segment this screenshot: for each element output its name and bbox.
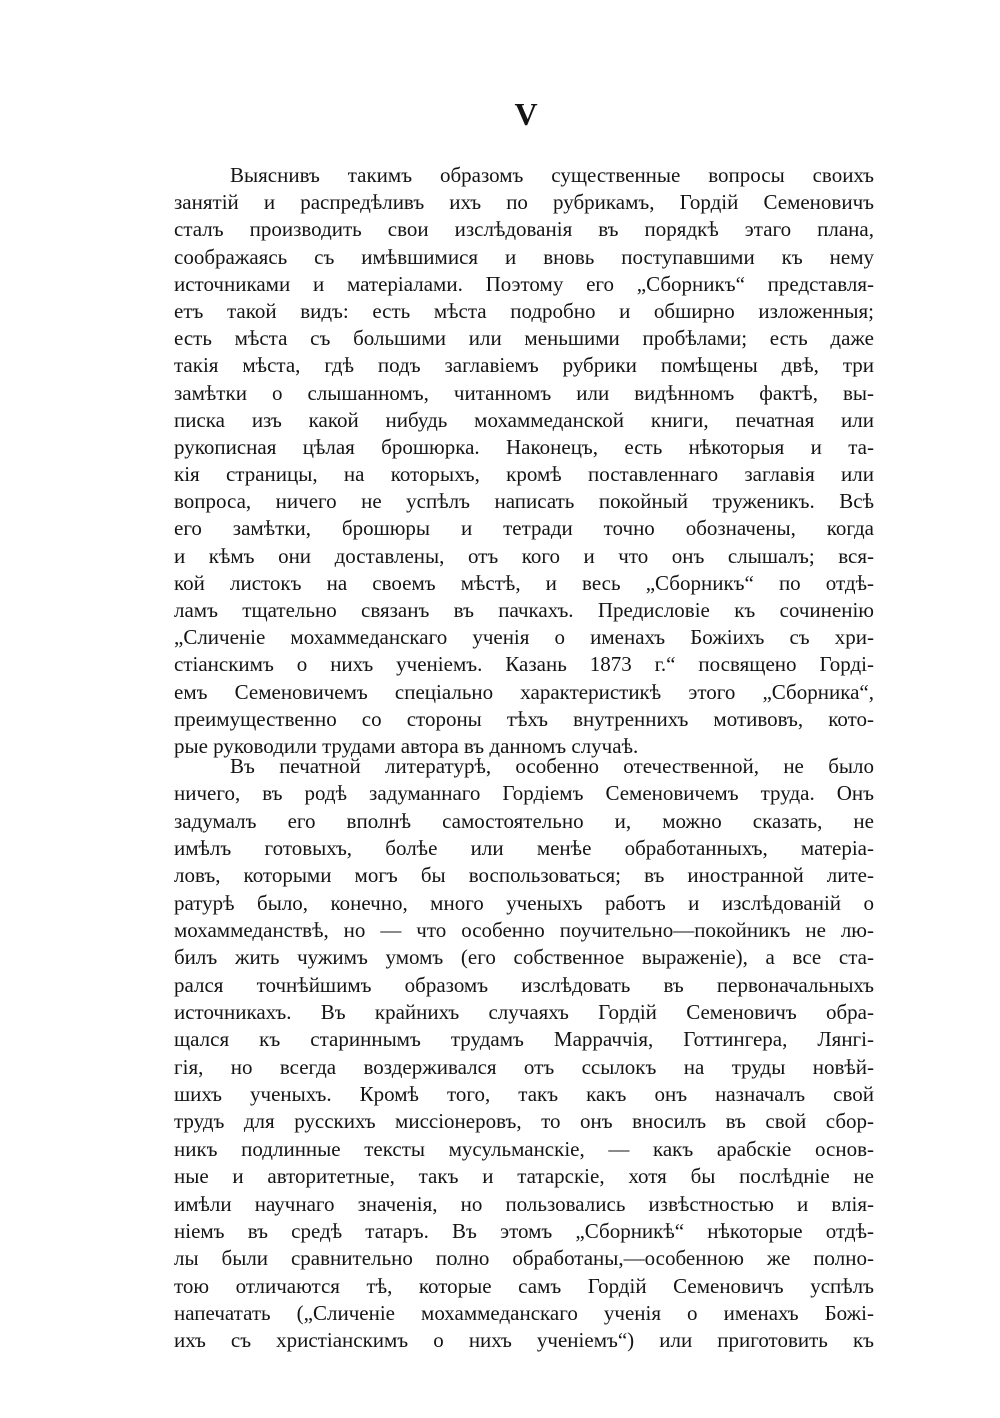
text-line: напечатать („Сличеніе мохаммеданскаго ученія о именахъ Божі- [174,1300,874,1325]
text-line: ніемъ въ средѣ татаръ. Въ этомъ „Сборникѣ“ нѣкоторые отдѣ- [174,1218,874,1243]
text-line: ные и авторитетные, такъ и татарскіе, хотя бы послѣдніе не [174,1164,874,1189]
text-line: шихъ ученыхъ. Кромѣ того, такъ какъ онъ назначалъ свой [174,1082,874,1107]
text-line: ничего, въ родѣ задуманнаго Гордіемъ Семеновичемъ труда. Онъ [174,781,874,806]
text-line: есть мѣста съ большими или меньшими пробѣлами; есть даже [174,326,874,351]
text-line: Выяснивъ такимъ образомъ существенные вопросы своихъ [230,163,874,187]
text-line: источниками и матеріалами. Поэтому его „Сборникъ“ представля- [174,271,874,296]
text-line: сталъ производить свои изслѣдованія въ порядкѣ этаго плана, [174,217,874,242]
text-line: задумалъ его вполнѣ самостоятельно и, можно сказать, не [174,808,874,833]
text-line: ловъ, которыми могъ бы воспользоваться; въ иностранной лите- [174,863,874,888]
text-line: писка изъ какой нибудь мохаммеданской книги, печатная или [174,407,874,432]
text-line: емъ Семеновичемъ спеціально характеристикѣ этого „Сборника“, [174,679,874,704]
text-line: рые руководили трудами автора въ данномъ случаѣ. [174,733,639,758]
text-line: мохаммеданствѣ, но — что особенно поучительно—покойникъ не лю- [174,918,874,943]
text-line: ратурѣ было, конечно, много ученыхъ работъ и изслѣдованій о [174,890,874,915]
text-line: преимущественно со стороны тѣхъ внутреннихъ мотивовъ, кото- [174,706,874,731]
text-line: никъ подлинные тексты мусульманскіе, — какъ арабскіе основ- [174,1136,874,1161]
text-line: рался точнѣйшимъ образомъ изслѣдовать въ первоначальныхъ [174,972,874,997]
text-line: кія страницы, на которыхъ, кромѣ поставленнаго заглавія или [174,462,874,487]
page-number: V [514,96,538,132]
text-line: и кѣмъ они доставлены, отъ кого и что онъ слышалъ; вся- [174,543,874,568]
text-line: его замѣтки, брошюры и тетради точно обозначены, когда [174,516,874,541]
text-line: билъ жить чужимъ умомъ (его собственное выраженіе), а все ста- [174,945,874,970]
text-line: ламъ тщательно связанъ въ пачкахъ. Предисловіе къ сочиненію [174,598,874,622]
text-line: Въ печатной литературѣ, особенно отечественной, не было [230,754,874,778]
text-line: тою отличаются тѣ, которые самъ Гордій Семеновичъ успѣлъ [174,1273,874,1298]
text-line: замѣтки о слышанномъ, читанномъ или видѣнномъ фактѣ, вы- [174,380,874,405]
text-line: соображаясь съ имѣвшимися и вновь поступавшими къ нему [174,244,874,269]
text-line: гія, но всегда воздерживался отъ ссылокъ на труды новѣй- [174,1054,874,1079]
text-line: „Сличеніе мохаммеданскаго ученія о именахъ Божіихъ съ хри- [174,625,874,650]
text-line: имѣли научнаго значенія, но пользовались извѣстностью и влія- [174,1191,874,1216]
text-line: лы были сравнительно полно обработаны,—особенною же полно- [174,1246,874,1271]
text-line: занятій и распредѣливъ ихъ по рубрикамъ, Гордій Семеновичъ [174,190,874,215]
paragraph-1 [174,162,874,760]
paragraph-2 [174,753,874,1355]
text-line: такія мѣста, гдѣ подъ заглавіемъ рубрики помѣщены двѣ, три [174,353,874,378]
text-line: источникахъ. Въ крайнихъ случаяхъ Гордій Семеновичъ обра- [174,1000,874,1025]
text-line: ихъ съ христіанскимъ о нихъ ученіемъ“) или приготовить къ [174,1328,874,1353]
text-line: щался къ стариннымъ трудамъ Марраччія, Готтингера, Лянгі- [174,1027,874,1052]
text-line: вопроса, ничего не успѣлъ написать покойный труженикъ. Всѣ [174,489,874,514]
text-line: имѣлъ готовыхъ, болѣе или менѣе обработанныхъ, матеріа- [174,836,874,861]
text-line: стіанскимъ о нихъ ученіемъ. Казань 1873 г.“ посвящено Горді- [174,652,874,677]
text-line: трудъ для русскихъ миссіонеровъ, то онъ вносилъ въ свой сбор- [174,1109,874,1134]
text-line: етъ такой видъ: есть мѣста подробно и обширно изложенныя; [174,298,874,323]
text-line: кой листокъ на своемъ мѣстѣ, и весь „Сборникъ“ по отдѣ- [174,570,874,595]
text-line: рукописная цѣлая брошюрка. Наконецъ, есть нѣкоторыя и та- [174,434,874,459]
